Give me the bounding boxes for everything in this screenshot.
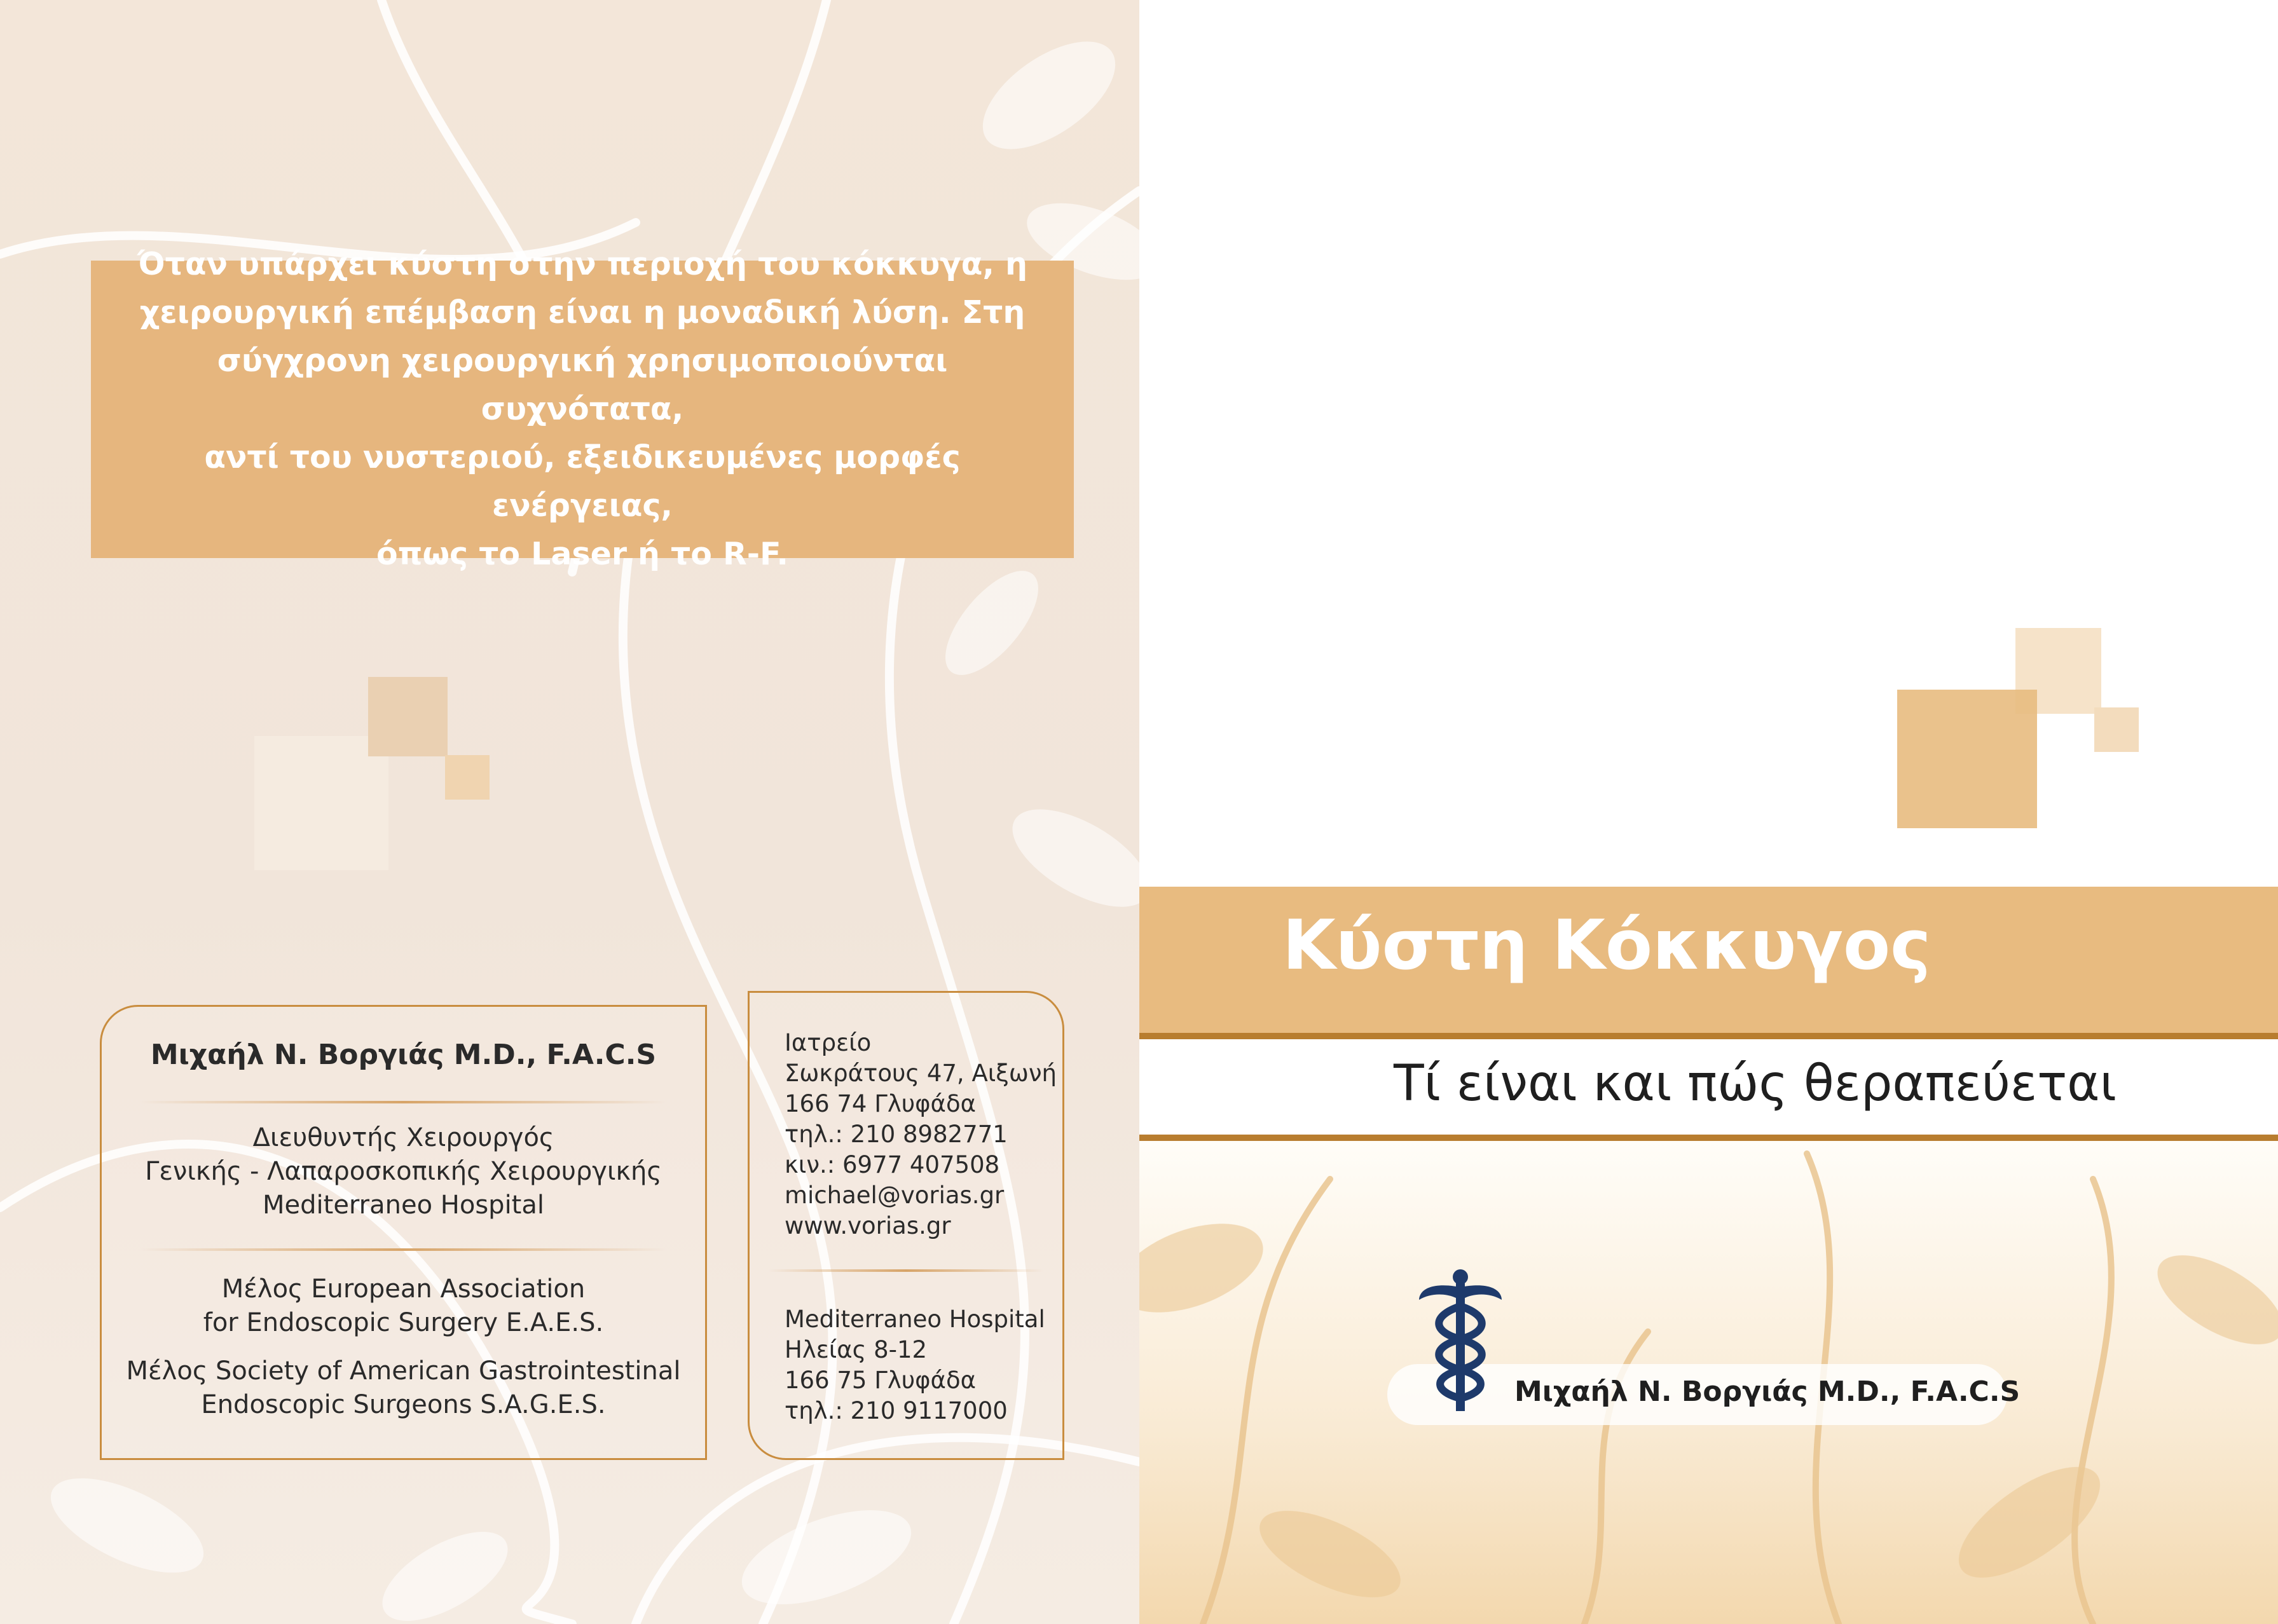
decor-square (445, 755, 490, 800)
contact-card (748, 991, 1064, 1460)
doctor-position: Διευθυντής Χειρουργός Γενικής - Λαπαροσκοπικής Χειρουργικής Mediterraneo Hospital (145, 1123, 662, 1220)
doctor-name: Μιχαήλ Ν. Βοργιάς M.D., F.A.C.S (150, 1039, 657, 1071)
office-address: Ιατρείο Σωκράτους 47, Αιξωνή 166 74 Γλυφάδα τηλ.: 210 8982771 κιν.: 6977 407508 michael@vorias.gr www.vorias.gr (785, 1029, 1057, 1239)
cover-subtitle: Τί είναι και πώς θεραπεύεται (1394, 1055, 2117, 1112)
decor-square (368, 677, 448, 756)
front-cover-panel (1139, 0, 2278, 1624)
membership-sages: Μέλος Society of American Gastrointestinal Endoscopic Surgeons S.A.G.E.S. (126, 1356, 681, 1419)
membership-eaes: Μέλος European Association for Endoscopic Surgery E.A.E.S. (203, 1274, 604, 1337)
quote-box (91, 246, 1074, 572)
doctor-name: Μιχαήλ Ν. Βοργιάς M.D., F.A.C.S (1514, 1375, 2021, 1408)
quote-text: Όταν υπάρχει κύστη στην περιοχή του κόκκυγα, η χειρουργική επέμβαση είναι η μοναδική λύση. Στη σύγχρονη χειρουργική χρησιμοποιούνται συχνότατα, αντί του νυστεριού, εξειδικευμένες μορφές ενέργειας, όπως το Laser ή το R-F. (137, 246, 1027, 572)
decor-square (2094, 707, 2139, 752)
caduceus-icon (1419, 1268, 1502, 1414)
doctor-info-card (100, 1005, 707, 1460)
cover-title: Κύστη Κόκκυγος (1282, 906, 1931, 985)
hospital-address: Mediterraneo Hospital Ηλείας 8-12 166 75 Γλυφάδα τηλ.: 210 9117000 (785, 1306, 1045, 1424)
decor-square (1897, 690, 2037, 828)
divider (140, 1248, 667, 1251)
divider (140, 1101, 667, 1103)
divider (769, 1269, 1043, 1272)
